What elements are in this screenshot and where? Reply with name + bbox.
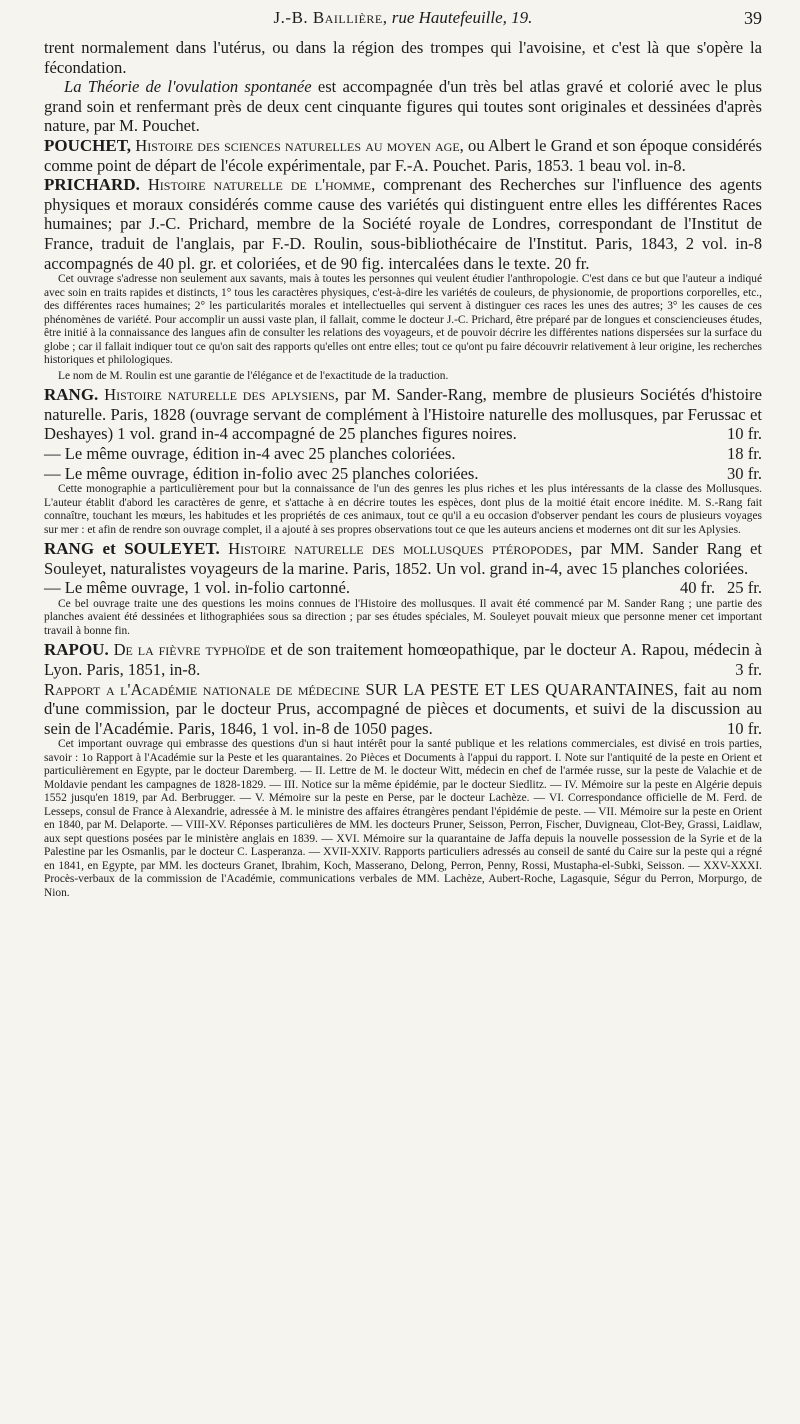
entry-title: De la fièvre typhoïde xyxy=(113,640,266,660)
variant-price: 30 fr. xyxy=(726,463,762,483)
entry-author: RANG et SOULEYET. xyxy=(44,539,220,559)
variant-price: 18 fr. xyxy=(726,443,762,463)
entry-price: 10 fr. xyxy=(726,718,762,738)
publisher-address: rue Hautefeuille, 19. xyxy=(391,8,533,27)
entry-rapport xyxy=(44,680,762,901)
entry-author: RAPOU. xyxy=(44,640,109,660)
entry-price: 10 fr. xyxy=(726,424,762,444)
entry-rang-souleyet xyxy=(44,539,762,638)
entry-title: Histoire naturelle de l'homme, xyxy=(147,175,376,195)
entry-price: 3 fr. xyxy=(735,659,762,679)
entry-price: 25 fr. xyxy=(726,578,762,598)
entry-note: Cet ouvrage s'adresse non seulement aux savants, mais à toutes les personnes qui veulent étudier l'anthropologie. C'est dans ce but que l'auteur a indiqué avec soin en traits rapides et distincts, 1° tous les caractères physiques, c'est-à-dire les variétés de couleurs, de physionomie, de proportions corporelles, etc., des différentes races humaines; 2° les particularités morales et intellectuelles qui servent à distinguer ces races les unes des autres; 3° les causes de ces phénomènes de variété. Pour accomplir un aussi vaste plan, il fallait, comme le docteur J.-C. Prichard, être préparé par de longues et consciencieuses études, être initié à la connaissance des langues afin de consulter les relations des voyageurs, et de pouvoir décrire les différentes nations dispersées sur la surface du globe ; car il fallait indiquer tout ce qu'on sait des rapports qu'elles ont entre elles; tout ce qu'ont pu faire découvrir relativement à leur origine, les recherches historiques et philologiques. xyxy=(44,273,762,367)
entry-pouchet xyxy=(44,136,762,175)
entry-title: La Théorie de l'ovulation spontanée xyxy=(64,77,312,97)
entry-author: PRICHARD. xyxy=(44,175,140,195)
entry-body: SUR LA PESTE ET LES QUARANTAINES, fait au nom d'une commission, par le docteur Prus, accompagné de pièces et documents, et suivi de la discussion au sein de l'Académie. Paris, 1846, 1 vol. in-8 de 1050 pages. xyxy=(44,679,762,738)
entry-body: par MM. Sander Rang et Souleyet, naturalistes voyageurs de la marine. Paris, 1852. Un vol. grand in-4, avec 15 planches coloriées. xyxy=(44,539,762,578)
entry-note: Cette monographie a particulièrement pour but la connaissance de l'un des genres les plus riches et les plus intéressants de la classe des Mollusques. L'auteur établit d'abord les caractères de genre, et s'attache à en décrire toutes les espèces, dont plus de la moitié était encore inédite. M. S.-Rang fait connaître, touchant les mœurs, les habitudes et les propriétés de ces animaux, tout ce qu'il a eu occasion d'observer pendant les cours de plusieurs voyages sur mer : et afin de rendre son ouvrage complet, il a ajouté à ses propres observations tout ce que les auteurs anciens et modernes ont dit sur les Aplysies. xyxy=(44,483,762,536)
entry-lead-text: trent normalement dans l'utérus, ou dans la région des trompes qui l'avoisine, et c'est là que s'opère la fécondation. xyxy=(44,38,762,77)
publisher-name: J.-B. Baillière, xyxy=(273,8,388,27)
running-head xyxy=(44,8,762,38)
entry-rang xyxy=(44,385,762,537)
entry-title: Histoire naturelle des aplysiens, xyxy=(104,385,339,405)
entry-author: RANG. xyxy=(44,385,99,405)
entry-body: et de son traitement homœopathique, par le docteur A. Rapou, médecin à Lyon. Paris, 1851, in-8. xyxy=(44,640,763,679)
variant-price: 40 fr. xyxy=(679,578,715,598)
entry-variant xyxy=(44,464,762,484)
variant-text: — Le même ouvrage, édition in-folio avec 25 planches coloriées. xyxy=(44,463,479,483)
entry-prichard xyxy=(44,175,762,383)
entry-body: ou Albert le Grand et son époque considérés comme point de départ de l'école expérimentale, par F.-A. Pouchet. Paris, 1853. 1 beau vol. in-8. xyxy=(44,135,762,175)
entry-body: par M. Sander-Rang, membre de plusieurs Sociétés d'histoire naturelle. Paris, 1828 (ouvrage servant de complément à l'Histoire naturelle des mollusques, par Ferussac et Deshayes) 1 vol. grand in-4 accompagné de 25 planches figures noires. xyxy=(44,385,763,444)
entry-body: est accompagnée d'un très bel atlas gravé et colorié avec le plus grand soin et renfermant près de deux cent cinquante figures qui toutes sont originales et dessinées d'après nature, par M. Pouchet. xyxy=(44,77,762,136)
variant-text: — Le même ouvrage, 1 vol. in-folio cartonné. xyxy=(44,578,350,598)
entry-rapou xyxy=(44,640,762,679)
variant-text: — Le même ouvrage, édition in-4 avec 25 planches coloriées. xyxy=(44,443,456,463)
page-number: 39 xyxy=(744,8,762,28)
entry-ovulation xyxy=(44,38,762,136)
entry-variant xyxy=(44,578,762,598)
entry-note: Ce bel ouvrage traite une des questions les moins connues de l'Histoire des mollusques. Il avait été commencé par M. Sander Rang ; une partie des planches avaient été dessinées et lithographiées sous sa direction ; par ses études spéciales, M. Souleyet pouvait mieux que personne mener cet important travail à bonne fin. xyxy=(44,597,762,637)
entry-variant xyxy=(44,444,762,464)
entry-author: POUCHET, xyxy=(44,135,132,155)
entry-body: comprenant des Recherches sur l'influence des agents physiques et moraux considérés comme cause des variétés qui distinguent entre elles les différentes Races humaines; par J.-C. Prichard, membre de la Société royale de Londres, correspondant de l'Institut de France, traduit de l'anglais, par F.-D. Roulin, sous-bibliothécaire de l'Institut. Paris, 1843, 2 vol. in-8 accompagnés de 40 pl. gr. et coloriées, et de 90 fig. intercalées dans le texte. 20 fr. xyxy=(44,175,762,273)
entry-title: Histoire naturelle des mollusques ptéropodes, xyxy=(228,539,573,559)
entry-note: Cet important ouvrage qui embrasse des questions d'un si haut intérêt pour la santé publique et les relations commerciales, est divisé en trois parties, savoir : 1o Rapport à l'Académie sur la Peste et les quarantaines. 2o Pièces et Documents à l'appui du rapport. I. Note sur l'antiquité de la peste en Orient et particulièrement en Egypte, par le docteur Daremberg. — II. Lettre de M. le docteur Witt, médecin en chef de l'armée russe, sur la peste de Valachie et de Moldavie pendant les campagnes de 1828-1829. — III. Notice sur la même épidémie, par le docteur Siedlitz. — IV. Mémoire sur la peste en Algérie depuis 1552 jusqu'en 1819, par Ad. Berbrugger. — V. Mémoire sur la peste en Perse, par le docteur Lachèze. — VI. Correspondance officielle de M. Ferd. de Lesseps, consul de France à Alexandrie, adressée à M. le ministre des affaires étrangères pendant l'épidémie de peste. — VII. Mémoire sur la peste en Orient en 1840, par M. Delaporte. — VIII-XV. Réponses particulières de MM. les docteurs Pruner, Seisson, Perron, Fischer, Duvigneau, Clot-Bey, Grassi, Laidlaw, aux sept questions posées par le ministère anglais en 1839. — XVI. Mémoire sur la quarantaine de Jaffa depuis la nouvelle possession de la Syrie et de la Palestine par les Osmanlis, par le docteur C. Lasperanza. — XVII-XXIV. Rapports particuliers adressés au conseil de santé du Caire sur la peste qui a régné en 1841, en Egypte, par MM. les docteurs Granet, Ibrahim, Koch, Masserano, Delong, Perron, Penny, Rossi, Mustapha-el-Subki, Seisson. — XXV-XXXI. Procès-verbaux de la commission de l'Académie, communications verbales de MM. Lachèze, Aubert-Roche, Lagasquie, Ségur du Perron, Morpurgo, de Nion. xyxy=(44,738,762,899)
entry-title: Histoire des sciences naturelles au moyen age, xyxy=(135,135,464,155)
entry-note: Le nom de M. Roulin est une garantie de l'élégance et de l'exactitude de la traduction. xyxy=(58,369,449,382)
entry-title: Rapport a l'Académie nationale de médecine xyxy=(44,679,360,699)
